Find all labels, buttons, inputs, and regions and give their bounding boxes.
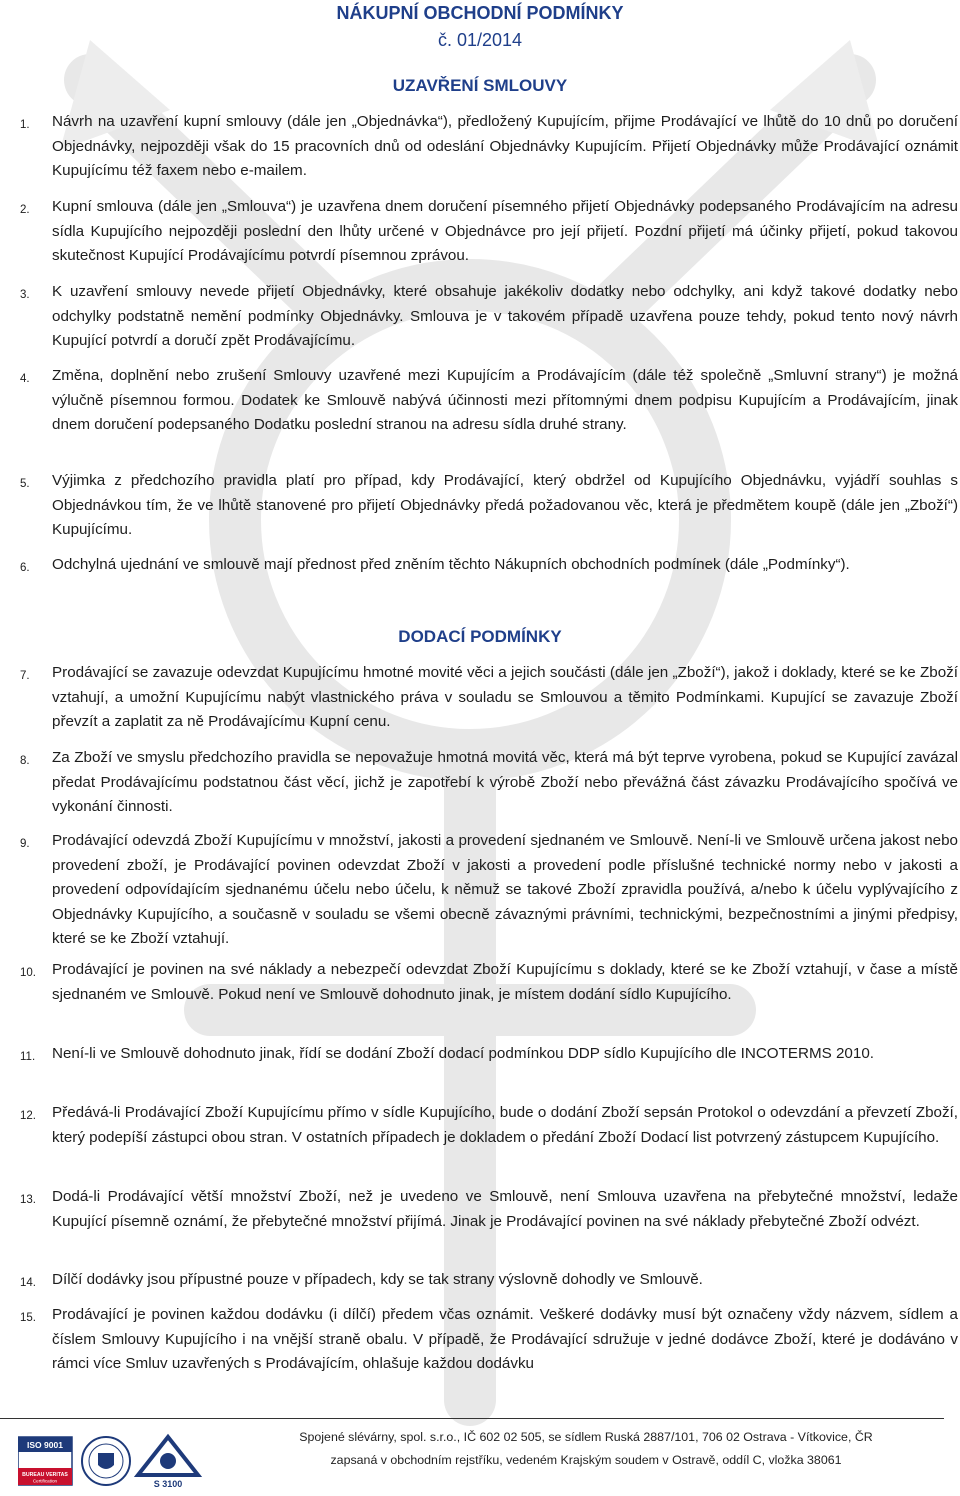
- certification-logos: [18, 1431, 218, 1489]
- footer-company: Spojené slévárny, spol. s.r.o., IČ 602 02 505, se sídlem Ruská 2887/101, 706 02 Ostrava - Vítkovice, ČR: [299, 1430, 873, 1444]
- paragraph: [20, 1185, 958, 1234]
- paragraph: [20, 829, 958, 952]
- paragraph-text: Dodá-li Prodávající větší množství Zboží, než je uvedeno ve Smlouvě, není Smlouva uzavřena na přebytečné množství, ledaže Kupující písemně oznámí, že přebytečné množství přijímá. Jinak je Prodávající povinen na své náklady přebytečné Zboží odvézt.: [52, 1188, 958, 1230]
- paragraph-number: 9.: [20, 838, 30, 850]
- paragraph-number: 4.: [20, 373, 30, 385]
- document-title: NÁKUPNÍ OBCHODNÍ PODMÍNKY: [336, 3, 624, 23]
- s3100-logo: [138, 1437, 198, 1489]
- paragraph-text: Není-li ve Smlouvě dohodnuto jinak, řídí se dodání Zboží dodací podmínkou DDP sídlo Kupujícího dle INCOTERMS 2010.: [52, 1045, 874, 1062]
- paragraph-text: Kupní smlouva (dále jen „Smlouva“) je uzavřena dnem doručení písemného přijetí Objednávky podepsaného Prodávajícím na adresu sídla Kupujícího nejpozději poslední den lhůty určené v Objednávce pro její přijetí. Pozdní přijetí má účinky přijetí, pokud takovou skutečnost Kupující Prodávajícímu potvrdí písemnou zprávou.: [52, 198, 958, 264]
- paragraph: [20, 364, 958, 438]
- paragraph: [20, 553, 958, 578]
- paragraph-number: 5.: [20, 478, 30, 490]
- paragraph-number: 3.: [20, 289, 30, 301]
- paragraph-number: 11.: [20, 1051, 36, 1063]
- paragraph-text: Odchylná ujednání ve smlouvě mají přednost před zněním těchto Nákupních obchodních podmínek (dále „Podmínky“).: [52, 556, 850, 573]
- paragraph-number: 1.: [20, 119, 30, 131]
- paragraph: [20, 195, 958, 269]
- paragraph: [20, 661, 958, 735]
- paragraph-text: Výjimka z předchozího pravidla platí pro případ, kdy Prodávající, který obdržel od Kupujícího Objednávku, vyjádří souhlas s Objednávkou tím, že ve lhůtě stanovené pro přijetí Objednávky předá požadovanou věc, která je předmětem koupě (dále jen „Zboží“) Kupujícímu.: [52, 472, 958, 538]
- paragraph-text: Prodávající se zavazuje odevzdat Kupujícímu hmotné movité věci a jejich součásti (dále jen „Zboží“), jakož i doklady, které se ke Zboží vztahují, a umožní Kupujícímu nabýt vlastnického práva v souladu se Smlouvou a těmito Podmínkami. Kupující se zavazuje Zboží převzít a zaplatit za ně Prodávajícímu Kupní cenu.: [52, 664, 958, 730]
- paragraph: [20, 746, 958, 820]
- paragraph-number: 12.: [20, 1110, 36, 1122]
- paragraph-number: 6.: [20, 562, 30, 574]
- bureau-veritas-logo: [18, 1437, 72, 1485]
- paragraph: [20, 110, 958, 184]
- paragraph-number: 7.: [20, 670, 30, 682]
- paragraph: [20, 1303, 958, 1377]
- paragraph: [20, 958, 958, 1007]
- bv-sub: Certification: [32, 1478, 58, 1484]
- paragraph-text: Prodávající je povinen na své náklady a nebezpečí odevzdat Zboží Kupujícímu s doklady, které se ke Zboží vztahují, v čase a místě sjednaném ve Smlouvě. Pokud není ve Smlouvě dohodnuto jinak, je místem dodání sídlo Kupujícího.: [52, 961, 958, 1003]
- paragraph-text: Prodávající odevzdá Zboží Kupujícímu v množství, jakosti a provedení sjednaném ve Smlouvě. Není-li ve Smlouvě určena jakost nebo provedení zboží, je Prodávající povinen odevzdat Zboží v jakosti a provedení podle příslušné technické normy nebo v jakosti a provedení odpovídajícím sjednanému účelu nebo účelu, k němuž se takové Zboží zpravidla používá, a/nebo k účelu vyplývajícího z Objednávky Kupujícího, a současně v souladu se všemi obecně závaznými právními, technickými, bezpečnostními a jinými předpisy, které se ke Zboží vztahují.: [52, 832, 958, 947]
- iso-label: ISO 9001: [27, 1440, 63, 1450]
- footer-divider: [0, 1418, 944, 1419]
- document-number: č. 01/2014: [437, 30, 523, 50]
- paragraph-text: Prodávající je povinen každou dodávku (i dílčí) předem včas oznámit. Veškeré dodávky musí být označeny vždy názvem, sídlem a číslem Smlouvy Kupujícího i na vnější straně obalu. V případě, že Prodávající sdružuje v jedné dodávce Zboží, které je dodáváno v rámci více Smluv uzavřených s Prodávajícím, ohlašuje každou dodávku: [52, 1306, 958, 1372]
- paragraph: [20, 1101, 958, 1150]
- paragraph: [20, 280, 958, 354]
- paragraph-number: 15.: [20, 1312, 36, 1324]
- paragraph: [20, 469, 958, 543]
- paragraph-number: 13.: [20, 1194, 36, 1206]
- paragraph-text: K uzavření smlouvy nevede přijetí Objednávky, které obsahuje jakékoliv dodatky nebo odchylky, ani když takové dodatky nebo odchylky podstatně nemění podmínky Objednávky. Smlouva je v takovém případě uzavřena pouze tehdy, pokud tento nový návrh Kupující potvrdí a doručí zpět Prodávajícímu.: [52, 283, 958, 349]
- paragraph-number: 2.: [20, 204, 30, 216]
- paragraph-number: 8.: [20, 755, 30, 767]
- bv-name: BUREAU VERITAS: [22, 1472, 68, 1478]
- paragraph-text: Návrh na uzavření kupní smlouvy (dále jen „Objednávka“), předložený Kupujícím, přijme Prodávající ve lhůtě do 10 dnů po doručení Objednávky, nejpozději však do 15 pracovních dnů od odeslání Objednávky Kupujícím. Přijetí Objednávky může Prodávající oznámit Kupujícímu též faxem nebo e-mailem.: [52, 113, 958, 179]
- section-heading-delivery: DODACÍ PODMÍNKY: [398, 627, 562, 646]
- paragraph-text: Dílčí dodávky jsou přípustné pouze v případech, kdy se tak strany výslovně dohodly ve Smlouvě.: [52, 1271, 703, 1288]
- paragraph-number: 10.: [20, 967, 36, 979]
- paragraph-number: 14.: [20, 1277, 36, 1289]
- paragraph-text: Za Zboží ve smyslu předchozího pravidla se nepovažuje hmotná movitá věc, která má být teprve vyrobena, pokud se Kupující zavázal předat Prodávajícímu podstatnou část věcí, jichž je zapotřebí k výrobě Zboží nebo převážná část závazku Prodávajícího spočívá ve vykonání činnosti.: [52, 749, 958, 815]
- bv-seal-icon: [82, 1437, 130, 1485]
- s3100-label: S 3100: [153, 1479, 183, 1489]
- paragraph-text: Změna, doplnění nebo zrušení Smlouvy uzavřené mezi Kupujícím a Prodávajícím (dále též společně „Smluvní strany“) je možná výlučně písemnou formou. Dodatek ke Smlouvě nabývá účinnosti mezi přítomnými dnem podpisu Kupujícím a Prodávajícím, jinak dnem doručení podepsaného Dodatku poslední stranou na adresu sídla druhé strany.: [52, 367, 958, 433]
- paragraph-text: Předává-li Prodávající Zboží Kupujícímu přímo v sídle Kupujícího, bude o dodání Zboží sepsán Protokol o odevzdání a převzetí Zboží, který podepíší zástupci obou stran. V ostatních případech je dokladem o předání Zboží Dodací list potvrzený zástupcem Kupujícího.: [52, 1104, 958, 1146]
- paragraph: [20, 1268, 958, 1293]
- section-heading-contract: UZAVŘENÍ SMLOUVY: [392, 76, 568, 95]
- paragraph: [20, 1042, 958, 1067]
- footer-register: zapsaná v obchodním rejstříku, vedeném Krajským soudem v Ostravě, oddíl C, vložka 38061: [330, 1453, 842, 1467]
